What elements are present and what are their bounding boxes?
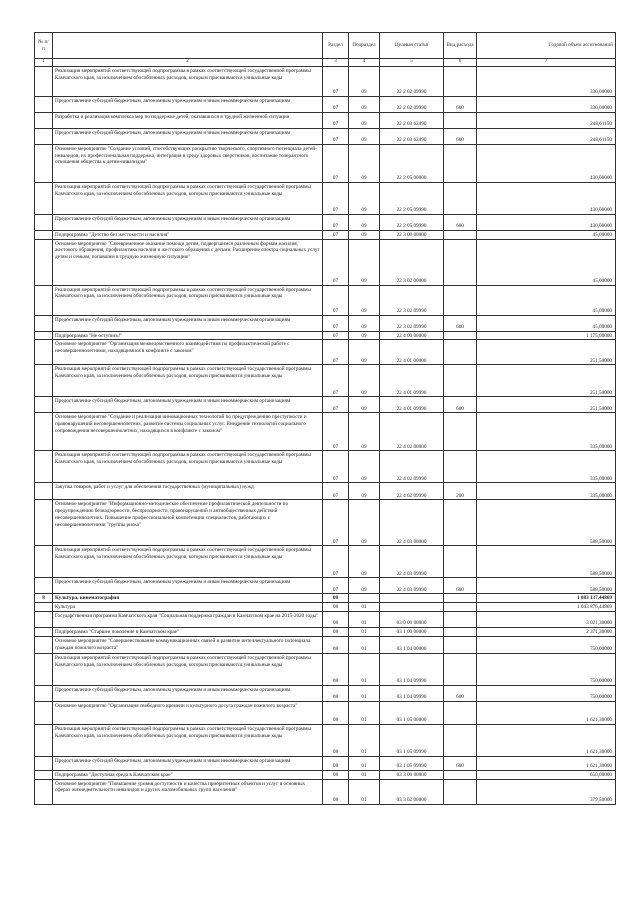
cell-target-article: 22 2 05 09990: [380, 214, 444, 230]
cell-target-article: 22 2 02 09990: [380, 66, 444, 96]
cell-expense-type: 600: [444, 315, 477, 331]
cell-podrazdel: 09: [349, 483, 380, 500]
cell-no: [35, 770, 53, 779]
table-row: [35, 230, 616, 239]
cell-razdel: 07: [323, 365, 349, 397]
table-row: [35, 331, 616, 340]
cell-target-article: 22 3 02 09990: [380, 285, 444, 315]
table-row: [35, 112, 616, 128]
table-row: [35, 315, 616, 331]
cell-expense-type: 600: [444, 685, 477, 701]
cell-podrazdel: 01: [349, 603, 380, 612]
cell-podrazdel: 01: [349, 756, 380, 770]
cell-target-article: 03 0 00 00000: [380, 611, 444, 627]
cell-amount: 1 621,30000: [477, 701, 616, 724]
cell-razdel: 07: [323, 182, 349, 214]
cell-name: Предоставление субсидий бюджетным, автономным учреждениям и иным некоммерческим организациям: [53, 214, 323, 230]
table-row: [35, 144, 616, 182]
cell-target-article: 22 3 02 00000: [380, 239, 444, 285]
colnum-7: 7: [477, 59, 616, 67]
cell-expense-type: [444, 340, 477, 365]
budget-table: [34, 32, 616, 805]
cell-name: Реализация мероприятий соответствующей подпрограммы в рамках соответствующей государственной программы Камчатского края, за исключением обособленных расходов, которым присваиваются уникальные коды: [53, 546, 323, 578]
cell-razdel: 07: [323, 331, 349, 340]
cell-name: Реализация мероприятий соответствующей подпрограммы в рамках соответствующей государственной программы Камчатского края, за исключением обособленных расходов, которым присваиваются уникальные коды: [53, 182, 323, 214]
cell-no: [35, 500, 53, 546]
cell-expense-type: [444, 413, 477, 451]
cell-razdel: 08: [323, 701, 349, 724]
cell-amount: 1 621,30000: [477, 756, 616, 770]
colnum-3: 3: [323, 59, 349, 67]
cell-amount: 45,00000: [477, 239, 616, 285]
cell-name: Разработка и реализация комплекса мер по поддержке детей, оказавшихся в трудной жизненной ситуации: [53, 112, 323, 128]
table-row: [35, 483, 616, 500]
cell-name: Основное мероприятие "Информационно-методическое обеспечение профилактической деятельности по предупреждению безнадзорности, беспризорности, правонарушений и антиобщественных действий несовершеннолетних. Повышение профессиональной компетенции специалистов, работающих с несовершеннолетними "группы риска": [53, 500, 323, 546]
table-row: [35, 636, 616, 653]
cell-amount: 2 371,30000: [477, 627, 616, 636]
cell-podrazdel: 09: [349, 500, 380, 546]
cell-target-article: 03 1 05 00000: [380, 701, 444, 724]
cell-name: Предоставление субсидий бюджетным, автономным учреждениям и иным некоммерческим организациям: [53, 397, 323, 413]
cell-razdel: 07: [323, 239, 349, 285]
table-row: [35, 546, 616, 578]
table-row: [35, 756, 616, 770]
cell-no: [35, 611, 53, 627]
cell-razdel: 07: [323, 483, 349, 500]
cell-no: [35, 451, 53, 483]
cell-podrazdel: 09: [349, 96, 380, 112]
cell-no: [35, 239, 53, 285]
column-number-row: [35, 59, 616, 67]
cell-no: [35, 397, 53, 413]
cell-expense-type: [444, 451, 477, 483]
cell-name: Реализация мероприятий соответствующей подпрограммы в рамках соответствующей государственной программы Камчатского края, за исключением обособленных расходов, которым присваиваются уникальные коды: [53, 285, 323, 315]
table-row: [35, 594, 616, 603]
table-row: [35, 724, 616, 756]
cell-target-article: [380, 603, 444, 612]
cell-razdel: 07: [323, 214, 349, 230]
header-target-article: Целевая статья: [380, 33, 444, 59]
cell-target-article: 22 2 02 09990: [380, 96, 444, 112]
cell-expense-type: [444, 627, 477, 636]
header-expense-type: Вид расхода: [444, 33, 477, 59]
cell-target-article: 22 4 03 00000: [380, 500, 444, 546]
table-row: [35, 128, 616, 144]
cell-no: [35, 636, 53, 653]
cell-podrazdel: 01: [349, 636, 380, 653]
cell-podrazdel: 01: [349, 724, 380, 756]
table-row: [35, 340, 616, 365]
cell-amount: 588,50000: [477, 546, 616, 578]
cell-no: 8: [35, 594, 53, 603]
cell-amount: 335,00000: [477, 451, 616, 483]
cell-no: [35, 685, 53, 701]
cell-razdel: 07: [323, 144, 349, 182]
cell-amount: 45,00000: [477, 285, 616, 315]
colnum-6: 6: [444, 59, 477, 67]
cell-expense-type: [444, 239, 477, 285]
cell-podrazdel: 01: [349, 770, 380, 779]
cell-podrazdel: 09: [349, 214, 380, 230]
cell-name: Основное мероприятие "Создание и реализация инновационных технологий по предупреждению преступности и правонарушений несовершеннолетних, развитие системы социальных услуг. Внедрение технологий социального сопровождения несовершеннолетних, находящихся в конфликте с законом": [53, 413, 323, 451]
cell-amount: 750,00000: [477, 636, 616, 653]
cell-amount: 330,00000: [477, 66, 616, 96]
table-row: [35, 770, 616, 779]
cell-target-article: 22 4 03 09990: [380, 546, 444, 578]
table-row: [35, 66, 616, 96]
cell-razdel: 08: [323, 653, 349, 685]
cell-name: Реализация мероприятий соответствующей подпрограммы в рамках соответствующей государственной программы Камчатского края, за исключением обособленных расходов, которым присваиваются уникальные коды: [53, 724, 323, 756]
cell-razdel: 08: [323, 770, 349, 779]
cell-podrazdel: 09: [349, 285, 380, 315]
cell-target-article: 22 4 02 00000: [380, 413, 444, 451]
header-podrazdel: Подраздел: [349, 33, 380, 59]
cell-expense-type: 600: [444, 756, 477, 770]
table-row: [35, 239, 616, 285]
cell-target-article: 22 3 02 09990: [380, 315, 444, 331]
table-row: [35, 578, 616, 594]
cell-amount: 248,61150: [477, 128, 616, 144]
colnum-5: 5: [380, 59, 444, 67]
cell-podrazdel: 09: [349, 331, 380, 340]
header-razdel: Раздел: [323, 33, 349, 59]
cell-expense-type: 200: [444, 483, 477, 500]
cell-podrazdel: 09: [349, 230, 380, 239]
cell-expense-type: 600: [444, 96, 477, 112]
cell-no: [35, 331, 53, 340]
cell-razdel: 08: [323, 756, 349, 770]
cell-amount: 588,50000: [477, 500, 616, 546]
cell-no: [35, 112, 53, 128]
cell-podrazdel: 09: [349, 546, 380, 578]
cell-expense-type: [444, 500, 477, 546]
table-row: [35, 500, 616, 546]
cell-target-article: 22 4 02 09990: [380, 483, 444, 500]
cell-podrazdel: 09: [349, 340, 380, 365]
cell-target-article: 03 1 04 09990: [380, 685, 444, 701]
cell-razdel: 08: [323, 636, 349, 653]
cell-name: Культура: [53, 603, 323, 612]
cell-expense-type: [444, 603, 477, 612]
cell-no: [35, 756, 53, 770]
cell-amount: 379,50000: [477, 779, 616, 804]
cell-podrazdel: 09: [349, 413, 380, 451]
cell-expense-type: [444, 701, 477, 724]
table-row: [35, 413, 616, 451]
table-row: [35, 611, 616, 627]
colnum-2: 2: [53, 59, 323, 67]
table-row: [35, 779, 616, 804]
cell-expense-type: [444, 770, 477, 779]
table-row: [35, 285, 616, 315]
cell-razdel: 07: [323, 578, 349, 594]
cell-amount: 750,00000: [477, 685, 616, 701]
cell-amount: 1 621,30000: [477, 724, 616, 756]
cell-podrazdel: 09: [349, 578, 380, 594]
cell-amount: 251,50000: [477, 365, 616, 397]
cell-expense-type: [444, 182, 477, 214]
cell-name: Подпрограмма "Не оступись!": [53, 331, 323, 340]
header-annual-amount: Годовой объем ассигнований: [477, 33, 616, 59]
cell-no: [35, 413, 53, 451]
cell-target-article: 03 1 05 09990: [380, 756, 444, 770]
cell-no: [35, 128, 53, 144]
cell-expense-type: [444, 112, 477, 128]
cell-target-article: 22 4 01 09990: [380, 365, 444, 397]
cell-name: Подпрограмма "Детство без жестокости и насилия": [53, 230, 323, 239]
cell-amount: 1 175,00000: [477, 331, 616, 340]
cell-target-article: 22 2 05 09990: [380, 182, 444, 214]
cell-expense-type: [444, 365, 477, 397]
cell-target-article: 03 1 00 00000: [380, 627, 444, 636]
cell-no: [35, 578, 53, 594]
cell-razdel: 07: [323, 413, 349, 451]
cell-razdel: 08: [323, 685, 349, 701]
cell-expense-type: 600: [444, 214, 477, 230]
cell-target-article: 22 4 03 09990: [380, 578, 444, 594]
cell-target-article: 03 1 04 00000: [380, 636, 444, 653]
cell-amount: 430,00000: [477, 144, 616, 182]
cell-expense-type: 600: [444, 578, 477, 594]
cell-no: [35, 603, 53, 612]
cell-expense-type: [444, 285, 477, 315]
cell-razdel: 07: [323, 96, 349, 112]
table-row: [35, 653, 616, 685]
cell-amount: 1 083 137,44869: [477, 594, 616, 603]
cell-expense-type: [444, 230, 477, 239]
cell-target-article: 03 1 05 09990: [380, 724, 444, 756]
cell-razdel: 08: [323, 594, 349, 603]
table-row: [35, 96, 616, 112]
cell-podrazdel: 01: [349, 653, 380, 685]
cell-razdel: 07: [323, 285, 349, 315]
cell-razdel: 08: [323, 724, 349, 756]
cell-razdel: 07: [323, 315, 349, 331]
cell-podrazdel: 09: [349, 397, 380, 413]
cell-expense-type: [444, 636, 477, 653]
cell-amount: 330,00000: [477, 96, 616, 112]
cell-target-article: 03 1 04 09990: [380, 653, 444, 685]
cell-amount: 248,61150: [477, 112, 616, 128]
cell-name: Предоставление субсидий бюджетным, автономным учреждениям и иным некоммерческим организациям: [53, 578, 323, 594]
cell-podrazdel: 09: [349, 182, 380, 214]
cell-no: [35, 653, 53, 685]
cell-amount: 335,00000: [477, 413, 616, 451]
cell-podrazdel: 09: [349, 239, 380, 285]
cell-expense-type: [444, 331, 477, 340]
cell-name: Основное мероприятие "Организация межведомственного взаимодействия по профилактической работе с несовершеннолетними, находящимися в конфликте с законом": [53, 340, 323, 365]
cell-amount: 335,00000: [477, 483, 616, 500]
cell-name: Предоставление субсидий бюджетным, автономным учреждениям и иным некоммерческим организациям: [53, 96, 323, 112]
colnum-1: 1: [35, 59, 53, 67]
table-row: [35, 685, 616, 701]
cell-expense-type: [444, 779, 477, 804]
cell-name: Реализация мероприятий соответствующей подпрограммы в рамках соответствующей государственной программы Камчатского края, за исключением обособленных расходов, которым присваиваются уникальные коды: [53, 451, 323, 483]
budget-table-page: [34, 32, 615, 805]
cell-no: [35, 285, 53, 315]
cell-amount: 430,00000: [477, 182, 616, 214]
cell-name: Предоставление субсидий бюджетным, автономным учреждениям и иным некоммерческим организациям: [53, 128, 323, 144]
cell-podrazdel: 09: [349, 365, 380, 397]
cell-no: [35, 96, 53, 112]
cell-target-article: 22 4 02 09990: [380, 451, 444, 483]
cell-no: [35, 701, 53, 724]
cell-no: [35, 144, 53, 182]
cell-name: Закупка товаров, работ и услуг для обеспечения государственных (муниципальных) нужд: [53, 483, 323, 500]
cell-amount: 650,00000: [477, 770, 616, 779]
cell-name: Основное мероприятие "Повышение уровня доступности и качества приоритетных объектов и услуг в основных сферах жизнедеятельности инвалидов и других маломобильных групп населения": [53, 779, 323, 804]
cell-no: [35, 182, 53, 214]
cell-no: [35, 483, 53, 500]
cell-amount: 750,00000: [477, 653, 616, 685]
cell-podrazdel: 09: [349, 315, 380, 331]
table-row: [35, 182, 616, 214]
cell-expense-type: 600: [444, 128, 477, 144]
cell-podrazdel: 01: [349, 611, 380, 627]
cell-razdel: 07: [323, 340, 349, 365]
cell-razdel: 08: [323, 603, 349, 612]
table-body: [35, 66, 616, 804]
cell-podrazdel: 09: [349, 128, 380, 144]
cell-name: Основное мероприятие "Совершенствование коммуникационных связей и развитие интеллектуального потенциала граждан пожилого возраста": [53, 636, 323, 653]
cell-razdel: 07: [323, 500, 349, 546]
cell-name: Предоставление субсидий бюджетным, автономным учреждениям и иным некоммерческим организациям: [53, 756, 323, 770]
cell-amount: 588,50000: [477, 578, 616, 594]
table-row: [35, 701, 616, 724]
cell-razdel: 07: [323, 546, 349, 578]
cell-target-article: 22 4 01 09990: [380, 397, 444, 413]
cell-target-article: 22 2 05 00000: [380, 144, 444, 182]
cell-podrazdel: 01: [349, 701, 380, 724]
cell-name: Предоставление субсидий бюджетным, автономным учреждениям и иным некоммерческим организациям: [53, 315, 323, 331]
cell-no: [35, 779, 53, 804]
cell-amount: 430,00000: [477, 214, 616, 230]
cell-expense-type: [444, 611, 477, 627]
cell-name: Основное мероприятие "Организация свободного времени и культурного досуга граждан пожилого возраста": [53, 701, 323, 724]
cell-name: Реализация мероприятий соответствующей подпрограммы в рамках соответствующей государственной программы Камчатского края, за исключением обособленных расходов, которым присваиваются уникальные коды: [53, 66, 323, 96]
cell-target-article: [380, 594, 444, 603]
cell-target-article: 22 4 00 00000: [380, 331, 444, 340]
cell-no: [35, 724, 53, 756]
cell-podrazdel: [349, 594, 380, 603]
cell-expense-type: [444, 724, 477, 756]
cell-no: [35, 214, 53, 230]
cell-razdel: 07: [323, 112, 349, 128]
cell-razdel: 08: [323, 611, 349, 627]
cell-razdel: 07: [323, 397, 349, 413]
cell-amount: 45,00000: [477, 230, 616, 239]
table-row: [35, 214, 616, 230]
cell-razdel: 07: [323, 66, 349, 96]
cell-no: [35, 546, 53, 578]
cell-target-article: 22 2 03 62490: [380, 112, 444, 128]
cell-expense-type: [444, 66, 477, 96]
cell-no: [35, 365, 53, 397]
cell-razdel: 07: [323, 128, 349, 144]
table-row: [35, 365, 616, 397]
cell-target-article: 03 3 00 00000: [380, 770, 444, 779]
cell-no: [35, 315, 53, 331]
cell-podrazdel: 09: [349, 66, 380, 96]
cell-podrazdel: 01: [349, 685, 380, 701]
cell-expense-type: [444, 546, 477, 578]
table-header-row: [35, 33, 616, 59]
cell-podrazdel: 09: [349, 112, 380, 128]
cell-no: [35, 66, 53, 96]
cell-name: Основное мероприятие "Своевременное оказание помощи детям, подвергшимся различным формам насилия, жестокого обращения, профилактика насилия и жестокого обращения с детьми. Расширение спектра социальных услуг детям и семьям, попавшим в трудную жизненную ситуацию": [53, 239, 323, 285]
header-name: [53, 33, 323, 59]
cell-expense-type: [444, 144, 477, 182]
cell-name: Основное мероприятие "Создание условий, способствующих раскрытию творческого, спортивного потенциала детей-инвалидов, их профессиональная поддержка, интеграция в среду здоровых сверстников, воспитание толерантного отношения общества к детям-инвалидам": [53, 144, 323, 182]
cell-name: Культура, кинематография: [53, 594, 323, 603]
cell-razdel: 08: [323, 779, 349, 804]
table-row: [35, 603, 616, 612]
cell-podrazdel: 09: [349, 144, 380, 182]
cell-name: Подпрограмма "Старшее поколение в Камчатском крае": [53, 627, 323, 636]
cell-razdel: 07: [323, 451, 349, 483]
cell-name: Подпрограмма "Доступная среда в Камчатском крае": [53, 770, 323, 779]
cell-expense-type: 600: [444, 397, 477, 413]
cell-amount: 1 043 876,44869: [477, 603, 616, 612]
cell-no: [35, 627, 53, 636]
cell-podrazdel: 09: [349, 451, 380, 483]
cell-name: Реализация мероприятий соответствующей подпрограммы в рамках соответствующей государственной программы Камчатского края, за исключением обособленных расходов, которым присваиваются уникальные коды: [53, 365, 323, 397]
cell-name: Реализация мероприятий соответствующей подпрограммы в рамках соответствующей государственной программы Камчатского края, за исключением обособленных расходов, которым присваиваются уникальные коды: [53, 653, 323, 685]
cell-amount: 251,50000: [477, 340, 616, 365]
cell-target-article: 03 3 02 00000: [380, 779, 444, 804]
cell-amount: 251,50000: [477, 397, 616, 413]
cell-razdel: 08: [323, 627, 349, 636]
cell-no: [35, 340, 53, 365]
cell-target-article: 22 4 01 00000: [380, 340, 444, 365]
table-row: [35, 397, 616, 413]
cell-no: [35, 230, 53, 239]
cell-amount: 3 021,30000: [477, 611, 616, 627]
table-row: [35, 627, 616, 636]
cell-razdel: 07: [323, 230, 349, 239]
cell-podrazdel: 01: [349, 779, 380, 804]
cell-expense-type: [444, 594, 477, 603]
cell-amount: 45,00000: [477, 315, 616, 331]
header-no: № п/п: [35, 33, 53, 59]
cell-target-article: 22 2 03 62490: [380, 128, 444, 144]
cell-name: Предоставление субсидий бюджетным, автономным учреждениям и иным некоммерческим организациям: [53, 685, 323, 701]
cell-name: Государственная программа Камчатского края "Социальная поддержка граждан в Камчатском крае на 2015-2020 годы": [53, 611, 323, 627]
cell-podrazdel: 01: [349, 627, 380, 636]
cell-target-article: 22 3 00 00000: [380, 230, 444, 239]
cell-expense-type: [444, 653, 477, 685]
colnum-4: 4: [349, 59, 380, 67]
table-row: [35, 451, 616, 483]
